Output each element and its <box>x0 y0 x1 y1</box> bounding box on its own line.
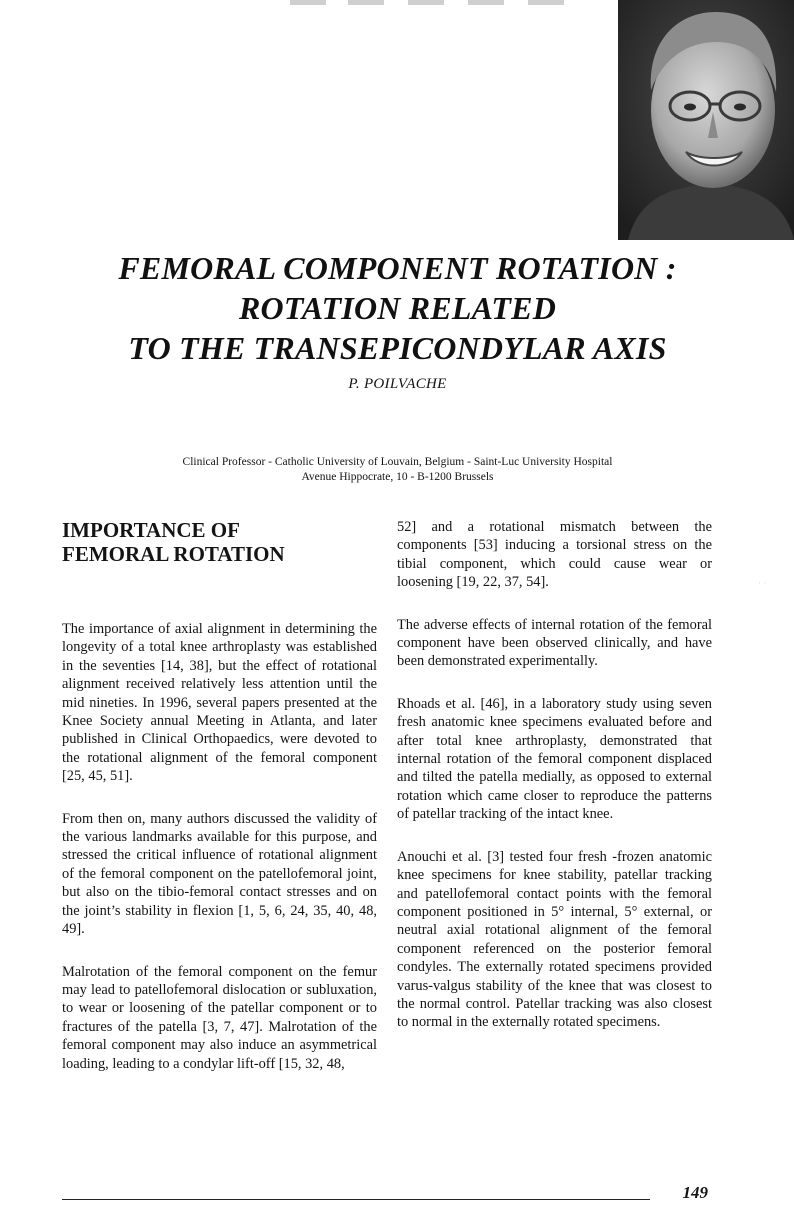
paragraph: Anouchi et al. [3] tested four fresh -frozen anatomic knee specimens for knee stability, patellar tracking and patellofemoral contact points with the femoral component positioned in 5° internal, 5° external, or neutral axial rotational alignment of the femoral component referenced on the posterior femoral condyles. The externally rotated specimens provided varus-valgus stability of the knee that was closest to the normal control. Patellar tracking was also closest to normal in the externally rotated specimens. <box>397 848 712 1031</box>
scan-artifact-marks <box>290 0 590 6</box>
article-title-block <box>60 248 735 393</box>
paragraph: The importance of axial alignment in determining the longevity of a total knee arthroplasty was established in the seventies [14, 38], but the effect of rotational alignment received relatively less attention until the mid nineties. In 1996, several papers presented at the Knee Society annual Meeting in Atlanta, and later published in Clinical Orthopaedics, were devoted to the rotational alignment of the femoral component [25, 45, 51]. <box>62 621 377 785</box>
title-line-2: ROTATION RELATED <box>238 290 557 326</box>
affiliation-line-1: Clinical Professor - Catholic University of Louvain, Belgium - Saint-Luc University Hospital <box>182 456 613 468</box>
affiliation-line-2: Avenue Hippocrate, 10 - B-1200 Brussels <box>301 471 494 483</box>
title-line-1: FEMORAL COMPONENT ROTATION : <box>118 250 677 286</box>
title-line-3: TO THE TRANSEPICONDYLAR AXIS <box>128 330 667 366</box>
paragraph: The adverse effects of internal rotation of the femoral component have been observed clinically, and have been demonstrated experimentally. <box>397 616 712 670</box>
footer-rule <box>62 1199 650 1200</box>
page-number: 149 <box>682 1183 708 1202</box>
left-column <box>62 518 377 1097</box>
right-column <box>397 518 712 1056</box>
scan-speck: · · <box>758 578 767 588</box>
paragraph: 52] and a rotational mismatch between the components [53] inducing a torsional stress on the tibial component, which could cause wear or loosening [19, 22, 37, 54]. <box>397 519 712 591</box>
section-heading-line-2: FEMORAL ROTATION <box>62 542 285 566</box>
author-affiliation <box>60 455 735 485</box>
author-portrait-photo <box>618 0 794 240</box>
section-heading <box>62 518 377 566</box>
paragraph: From then on, many authors discussed the validity of the various landmarks available for this purpose, and stressed the critical influence of rotational alignment of the femoral component on the patellofemoral joint, but also on the tibio-femoral contact stresses and on the joint’s stability in flexion [1, 5, 6, 24, 35, 40, 48, 49]. <box>62 810 377 938</box>
paragraph: Malrotation of the femoral component on the femur may lead to patellofemoral dislocation or subluxation, to wear or loosening of the patellar component or to fractures of the patella [3, 7, 47]. Malrotation of the femoral component may also induce an asymmetrical loading, leading to a condylar lift-off [15, 32, 48, <box>62 963 377 1072</box>
section-heading-line-1: IMPORTANCE OF <box>62 518 240 542</box>
portrait-illustration <box>618 0 794 240</box>
author-name: P. POILVACHE <box>348 376 447 392</box>
paragraph: Rhoads et al. [46], in a laboratory study using seven fresh anatomic knee specimens evaluated before and after total knee arthroplasty, demonstrated that internal rotation of the femoral component displaced and tilted the patella medially, as opposed to external rotation which came closer to reproduce the patterns of patellar tracking of the intact knee. <box>397 695 712 823</box>
